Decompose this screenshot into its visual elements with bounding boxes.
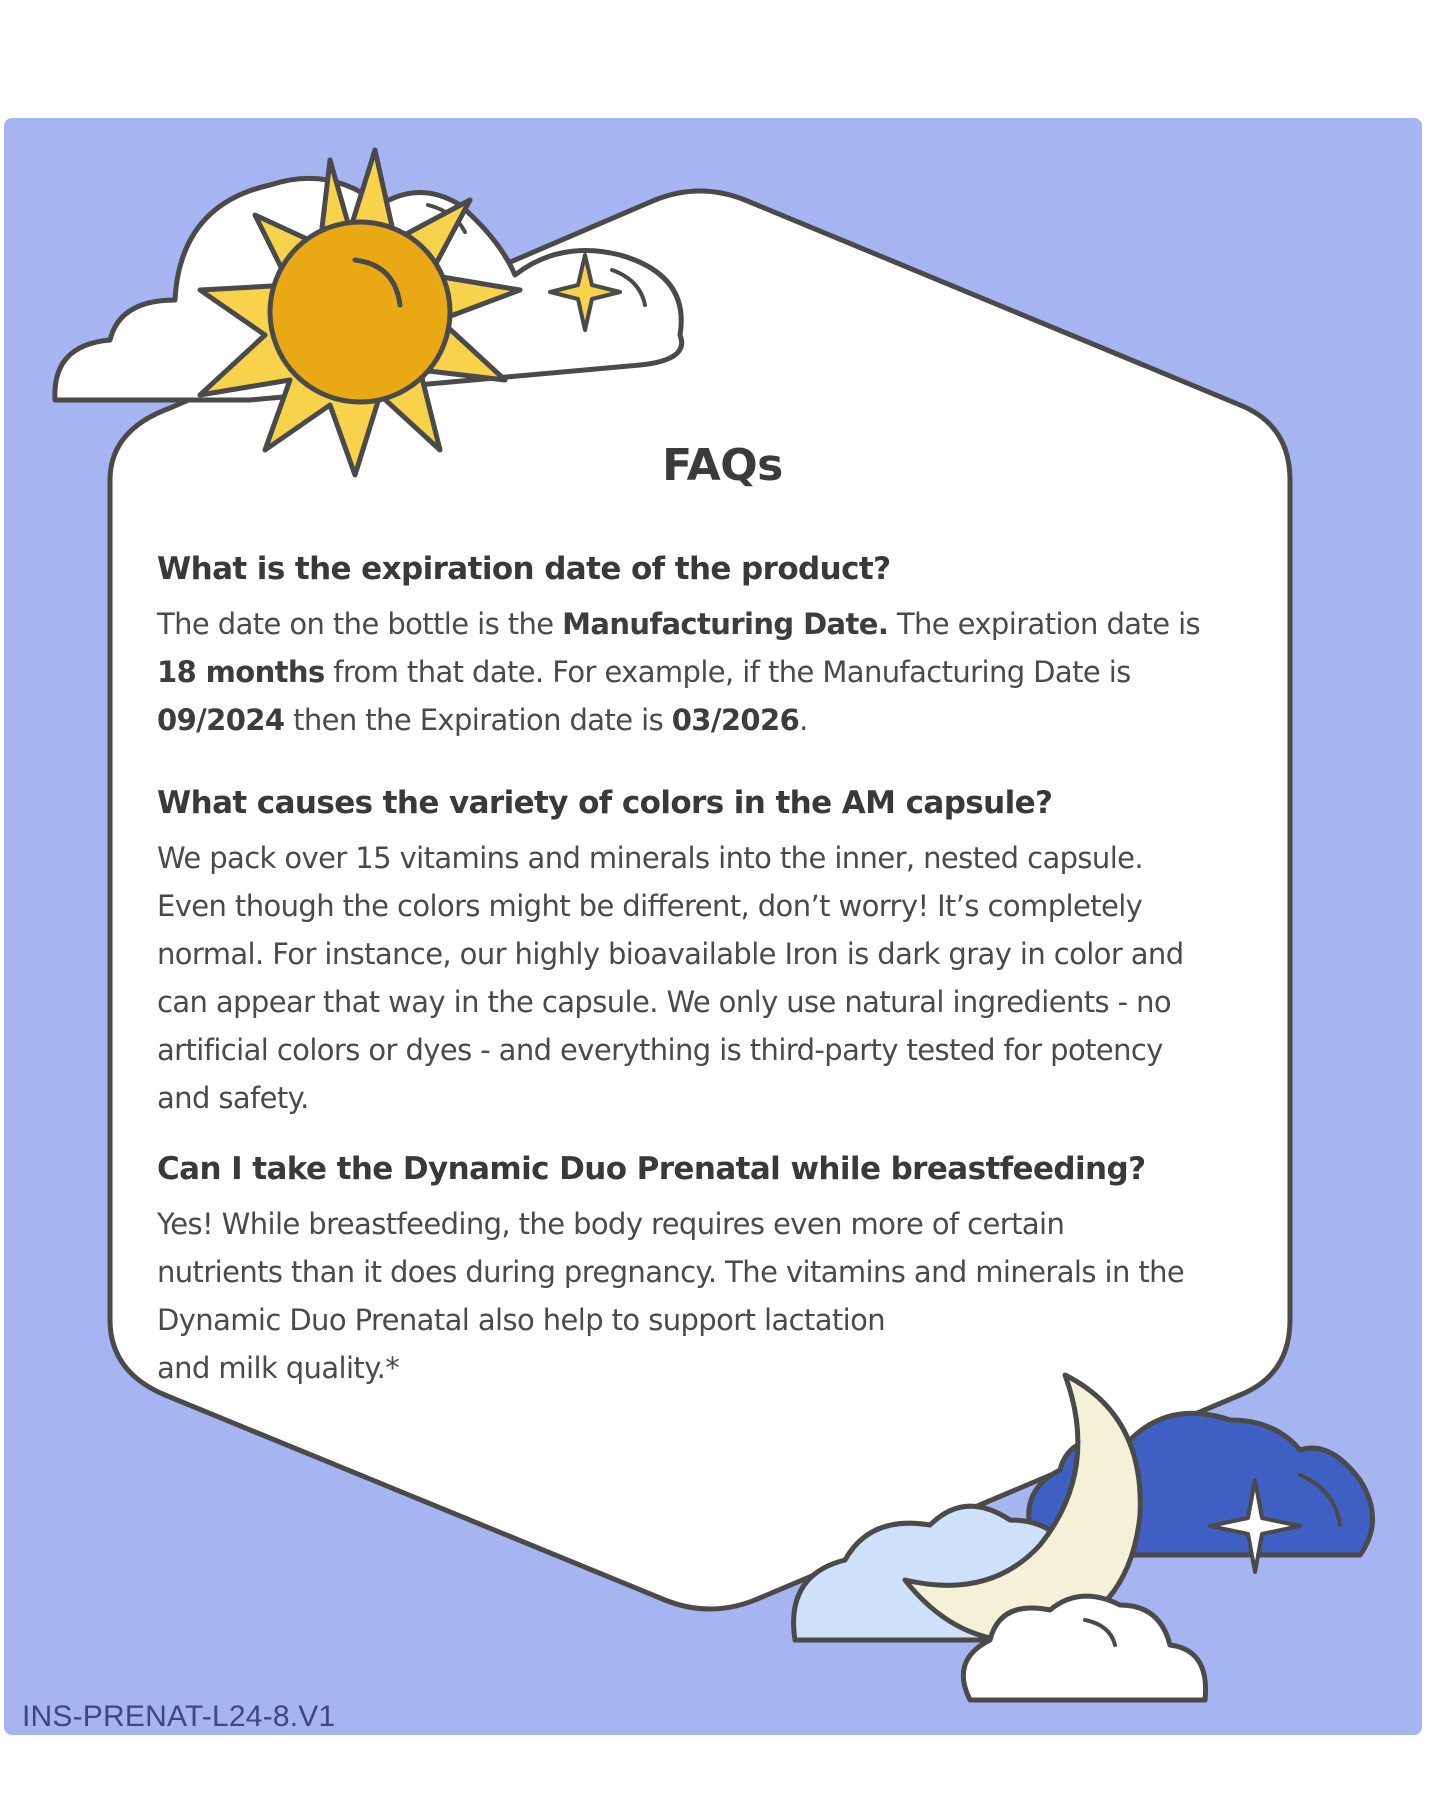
answer-line	[157, 1344, 1297, 1392]
answer-text: from that date. For example, if the Manufacturing Date is	[324, 655, 1131, 689]
answer-line	[157, 1248, 1297, 1296]
answer-text: can appear that way in the capsule. We only use natural ingredients - no	[157, 985, 1172, 1019]
answer-line	[157, 648, 1297, 696]
faq-question-2: What causes the variety of colors in the AM capsule?	[157, 785, 1053, 821]
insert-code: INS-PRENAT-L24-8.V1	[22, 1700, 336, 1733]
page-title: FAQs	[662, 440, 783, 491]
answer-line	[157, 1296, 1297, 1344]
answer-emphasis: 09/2024	[157, 703, 285, 737]
answer-text: normal. For instance, our highly bioavailable Iron is dark gray in color and	[157, 937, 1184, 971]
answer-line	[157, 834, 1297, 882]
answer-text: and milk quality.*	[157, 1351, 400, 1385]
answer-line	[157, 696, 1297, 744]
answer-text: and safety.	[157, 1081, 309, 1115]
answer-line	[157, 1026, 1297, 1074]
answer-text: nutrients than it does during pregnancy. The vitamins and minerals in the	[157, 1255, 1185, 1289]
answer-line	[157, 978, 1297, 1026]
faq-answer-2	[157, 834, 1297, 1122]
faq-answer-1	[157, 600, 1297, 744]
answer-line	[157, 930, 1297, 978]
answer-line	[157, 1074, 1297, 1122]
answer-text: The expiration date is	[888, 607, 1201, 641]
answer-line	[157, 600, 1297, 648]
answer-emphasis: 18 months	[157, 655, 325, 689]
faq-answer-3	[157, 1200, 1297, 1392]
answer-emphasis: 03/2026	[671, 703, 800, 737]
answer-line	[157, 882, 1297, 930]
answer-emphasis: Manufacturing Date.	[562, 607, 889, 641]
answer-text: We pack over 15 vitamins and minerals into the inner, nested capsule.	[157, 841, 1144, 875]
answer-text: The date on the bottle is the	[157, 607, 563, 641]
answer-text: Dynamic Duo Prenatal also help to support lactation	[157, 1303, 886, 1337]
answer-text: .	[799, 703, 808, 737]
answer-text: then the Expiration date is	[284, 703, 672, 737]
answer-line	[157, 1200, 1297, 1248]
faq-question-3: Can I take the Dynamic Duo Prenatal while breastfeeding?	[157, 1151, 1146, 1187]
answer-text: Yes! While breastfeeding, the body requires even more of certain	[157, 1207, 1065, 1241]
answer-text: Even though the colors might be different, don’t worry! It’s completely	[157, 889, 1143, 923]
faq-question-1: What is the expiration date of the product?	[157, 551, 891, 587]
answer-text: artificial colors or dyes - and everything is third-party tested for potency	[157, 1033, 1163, 1067]
